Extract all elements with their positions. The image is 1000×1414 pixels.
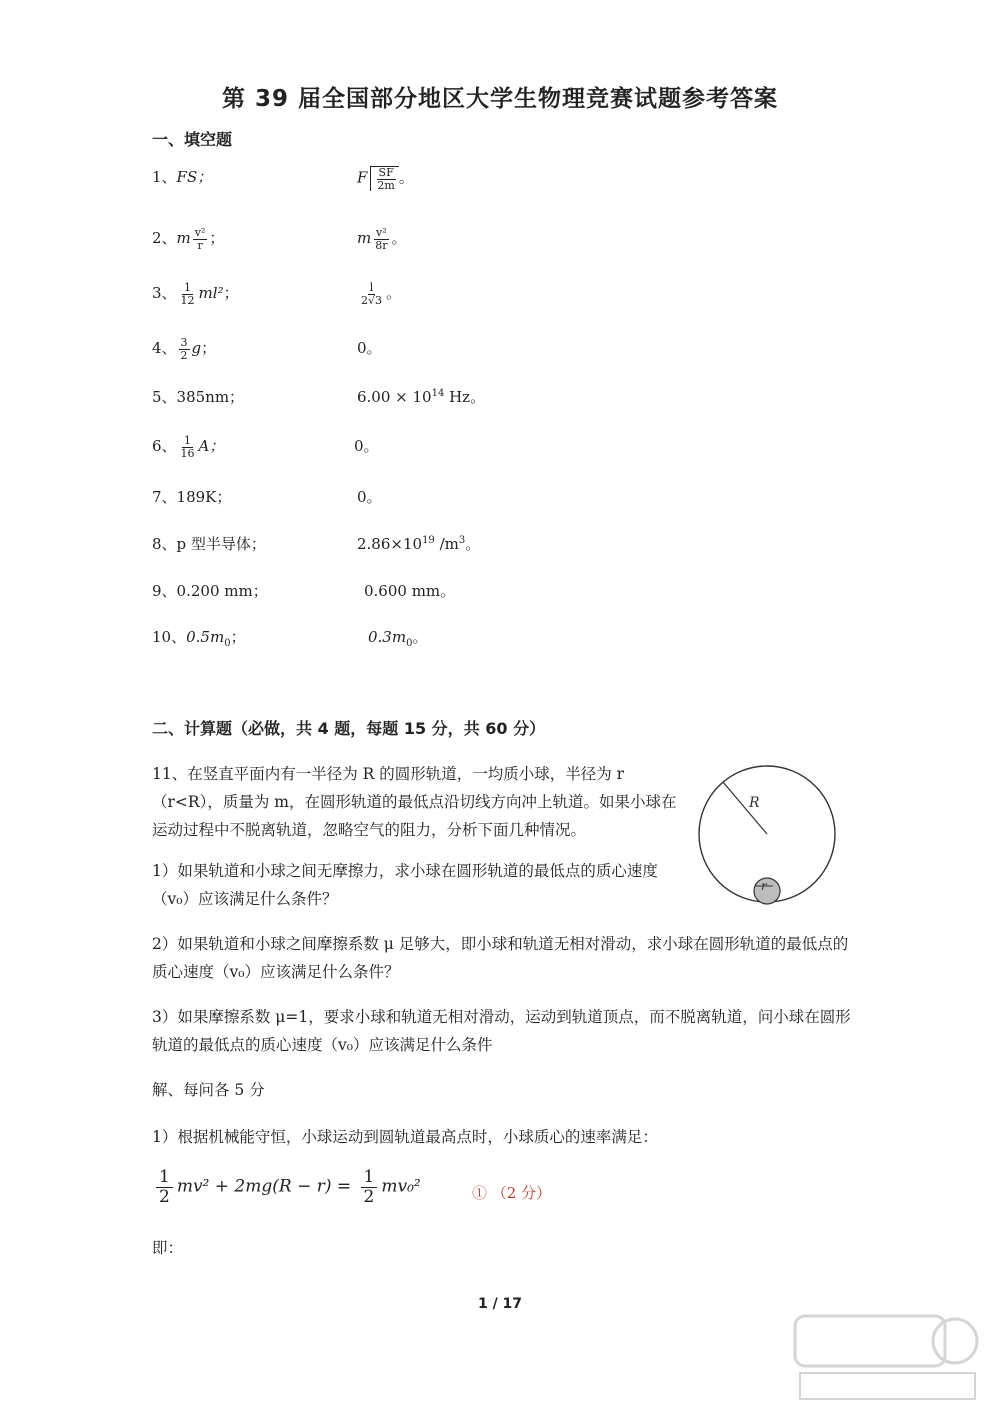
fill-item-9-answer-a: 9、0.200 mm； <box>152 582 268 600</box>
fraction: $\frac{\text{v²}}{r}$ <box>194 226 206 252</box>
fill-item-4-answer-a: 4、 $\frac{3}{2}$ g； <box>152 336 217 362</box>
radius-label-R: R <box>749 795 760 811</box>
fill-item-3-answer-b: $\frac{l}{2√3}$ 。 <box>361 281 402 307</box>
solution-heading: 解、每问各 5 分 <box>152 1081 265 1099</box>
item-number: 10、 <box>152 628 187 646</box>
fill-item-7-answer-a: 7、189K； <box>152 488 232 506</box>
fill-item-10-answer-b: $0.3m_0$。 <box>368 628 428 649</box>
item-number: 8、 <box>152 535 177 553</box>
fill-item-2-answer-a: 2、m $\frac{\text{v²}}{r}$ ； <box>152 226 225 252</box>
fraction: $\frac{\text{v²}}{8r}$ <box>375 226 388 252</box>
fill-item-1-answer-a: 1、FS； <box>152 168 213 186</box>
question-11-intro: 11、在竖直平面内有一半径为 R 的圆形轨道，一均质小球，半径为 r（r<R），质量为 m，在圆形轨道的最低点沿切线方向冲上轨道。如果小球在运动过程中不脱离轨道，忽略空气的阻力，分析下面几种情况。 <box>152 765 677 839</box>
section-heading-calc: 二、计算题（必做，共 4 题，每题 15 分，共 60 分） <box>152 719 546 738</box>
question-11-part-1: 1）如果轨道和小球之间无摩擦力，求小球在圆形轨道的最低点的质心速度（v₀）应该满足什么条件？ <box>152 862 658 908</box>
fill-item-4-answer-b: 0。 <box>357 339 382 357</box>
fill-item-5-answer-a: 5、385nm； <box>152 388 245 406</box>
fraction: $\frac{1}{12}$ <box>180 281 195 307</box>
fill-item-9-answer-b: 0.600 mm。 <box>364 582 456 600</box>
sqrt <box>370 166 398 191</box>
item-number: 7、 <box>152 488 177 506</box>
item-number: 1、 <box>152 168 177 186</box>
fill-item-6-answer-b: 0。 <box>354 437 379 455</box>
item-number: 4、 <box>152 339 177 358</box>
radius-label-r: r <box>761 879 767 893</box>
page-number: 1 / 17 <box>477 1296 523 1312</box>
equation-1-label: ① （2 分） <box>472 1184 552 1202</box>
equation-1: $\frac{1}{2}$ mv² + 2mg(R − r) = $\frac{1}{2}$ mv₀² <box>152 1168 421 1206</box>
fill-item-7-answer-b: 0。 <box>357 488 382 506</box>
fill-item-1-answer-b: F $\frac{SF}{2m}$ 。 <box>357 166 414 192</box>
fill-item-8-answer-a: 8、p 型半导体； <box>152 535 266 553</box>
page-title: 第 39 届全国部分地区大学生物理竞赛试题参考答案 <box>221 86 779 112</box>
fraction: $\frac{l}{2√3}$ <box>361 281 383 307</box>
fill-item-10-answer-a: 10、$0.5m_0$； <box>152 628 246 649</box>
item-number: 9、 <box>152 582 177 600</box>
question-11-part-3: 3）如果摩擦系数 μ=1，要求小球和轨道无相对滑动，运动到轨道顶点，而不脱离轨道，问小球在圆形轨道的最低点的质心速度（v₀）应该满足什么条件 <box>152 1008 851 1054</box>
item-number: 3、 <box>152 284 177 303</box>
section-heading-fill: 一、填空题 <box>152 130 233 149</box>
item-number: 5、 <box>152 388 177 406</box>
fraction: $\frac{3}{2}$ <box>180 336 188 362</box>
item-number: 6、 <box>152 437 177 456</box>
watermark-logo <box>790 1311 980 1406</box>
fraction: $\frac{SF}{2m}$ <box>377 166 395 192</box>
item-number: 2、 <box>152 229 177 248</box>
track-diagram <box>695 762 845 912</box>
fill-item-6-answer-a: 6、 $\frac{1}{16}$ A； <box>152 434 225 460</box>
fraction: $\frac{1}{16}$ <box>180 434 195 460</box>
fill-item-2-answer-b: m $\frac{\text{v²}}{8r}$ 。 <box>357 226 407 252</box>
solution-step-1: 1）根据机械能守恒，小球运动到圆轨道最高点时，小球质心的速率满足： <box>152 1128 658 1146</box>
radius-line <box>723 782 767 834</box>
fill-item-5-answer-b: $6.00 \times 10^{14}$ Hz。 <box>357 388 486 406</box>
fill-item-8-answer-b: $2.86\times 10^{19}$ $/m^3$。 <box>357 535 481 553</box>
ji-label: 即： <box>152 1239 184 1257</box>
question-11-part-2: 2）如果轨道和小球之间摩擦系数 μ 足够大，即小球和轨道无相对滑动，求小球在圆形轨道的最低点的质心速度（v₀）应该满足什么条件？ <box>152 935 849 981</box>
fill-item-3-answer-a: 3、 $\frac{1}{12}$ ml²； <box>152 281 239 307</box>
ball <box>754 878 780 904</box>
